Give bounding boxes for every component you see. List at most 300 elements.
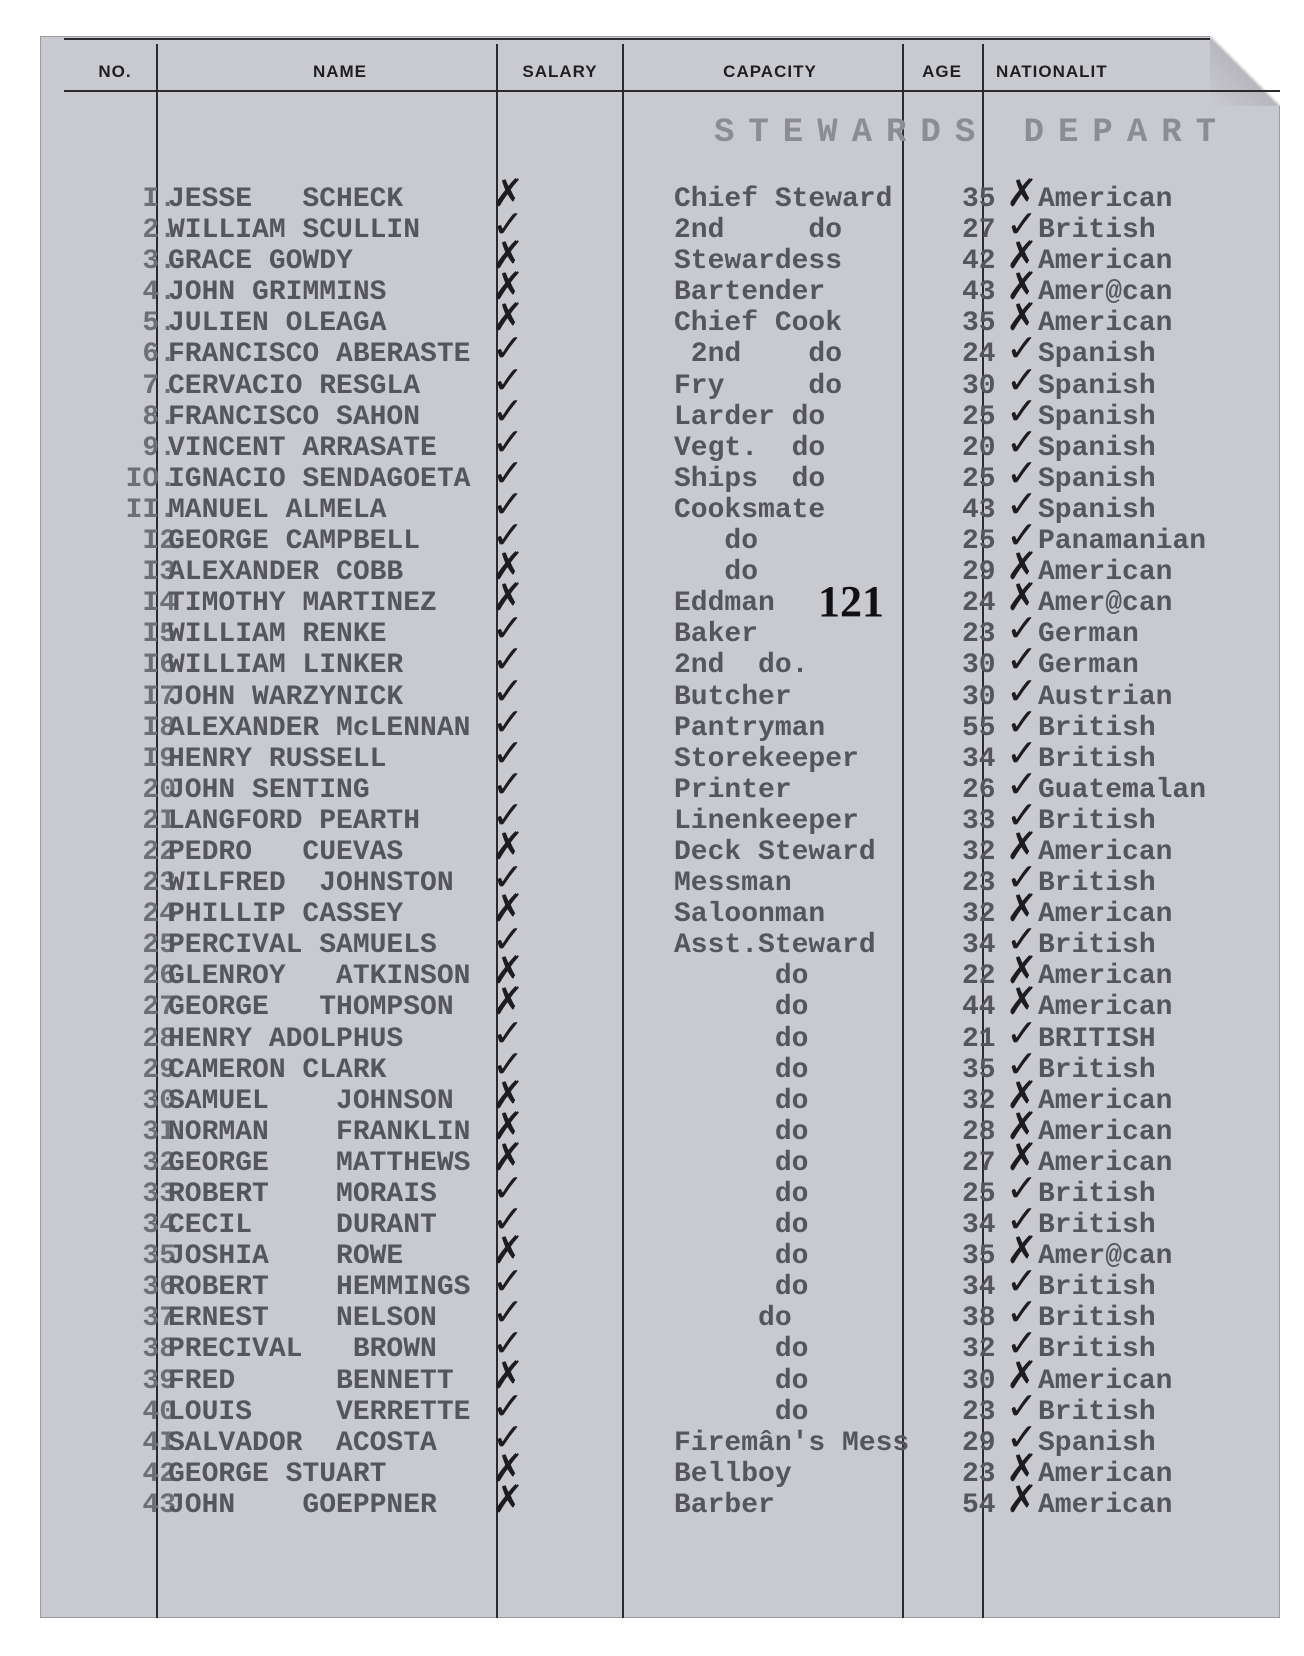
cross-mark-icon: ✗ <box>1006 171 1038 215</box>
crew-nationality: British <box>1038 930 1156 962</box>
crew-nationality: Spanish <box>1038 1427 1156 1459</box>
cross-mark-icon: ✗ <box>492 1072 524 1117</box>
header-name: NAME <box>312 62 368 81</box>
check-mark-icon: ✓ <box>492 481 524 526</box>
crew-capacity: do <box>674 1272 809 1304</box>
crew-capacity: Bartender <box>674 277 826 309</box>
check-mark-icon: ✓ <box>1006 917 1038 962</box>
table-row <box>40 668 1280 713</box>
check-mark-icon: ✓ <box>1006 606 1038 651</box>
crew-name: GLENROY ATKINSON <box>168 961 471 993</box>
crew-name: NORMAN FRANKLIN <box>168 1116 471 1148</box>
crew-capacity: Chief Steward <box>674 184 893 215</box>
crew-nationality: British <box>1038 805 1156 837</box>
cross-mark-icon: ✗ <box>492 948 524 993</box>
row-number: I. <box>142 184 176 215</box>
cross-mark-icon: ✗ <box>492 886 524 931</box>
crew-capacity: do <box>674 526 759 558</box>
row-number: 27 <box>142 992 176 1024</box>
crew-capacity: do <box>674 1334 809 1366</box>
crew-capacity: do <box>674 992 809 1024</box>
crew-name: IGNACIO SENDAGOETA <box>168 463 471 495</box>
crew-capacity: do <box>674 1241 809 1273</box>
crew-nationality: British <box>1038 1334 1156 1366</box>
crew-nationality: British <box>1038 868 1156 900</box>
table-row <box>40 1010 1280 1055</box>
crew-capacity: do <box>674 1210 809 1242</box>
crew-name: JULIEN OLEAGA <box>168 308 387 340</box>
crew-capacity: 2nd do <box>674 215 843 247</box>
check-mark-icon: ✓ <box>1006 388 1038 433</box>
row-number: 7. <box>142 370 176 402</box>
table-row <box>40 1445 1280 1490</box>
crew-capacity: do <box>674 1396 809 1428</box>
cross-mark-icon: ✗ <box>492 1445 524 1490</box>
crew-name: TIMOTHY MARTINEZ <box>168 588 437 620</box>
crew-nationality: British <box>1038 1054 1156 1086</box>
table-row <box>40 1259 1280 1304</box>
cross-mark-icon: ✗ <box>492 1228 524 1273</box>
crew-capacity: do <box>674 1179 809 1210</box>
check-mark-icon: ✓ <box>1006 513 1038 558</box>
row-number: 35 <box>142 1241 176 1273</box>
row-number: IO. <box>125 463 176 495</box>
crew-name: PEDRO CUEVAS <box>168 836 404 868</box>
crew-capacity: Ships do <box>674 463 826 495</box>
row-number: 3. <box>142 246 176 278</box>
crew-nationality: Panamanian <box>1038 526 1207 558</box>
check-mark-icon: ✓ <box>492 357 524 402</box>
crew-nationality: American <box>1038 1365 1173 1397</box>
crew-capacity: do <box>674 1023 809 1055</box>
crew-age: 27 <box>962 1147 996 1179</box>
cross-mark-icon: ✗ <box>1006 295 1038 340</box>
crew-age: 30 <box>962 650 996 682</box>
row-number: 36 <box>142 1272 176 1304</box>
row-number: 20 <box>142 774 176 806</box>
crew-nationality: Austrian <box>1038 681 1173 713</box>
table-row <box>40 1166 1280 1210</box>
check-mark-icon: ✓ <box>1006 1166 1038 1210</box>
check-mark-icon: ✓ <box>1006 1041 1038 1086</box>
cross-mark-icon: ✗ <box>492 544 524 589</box>
crew-capacity: Fry do <box>674 370 843 402</box>
table-row <box>40 855 1280 900</box>
crew-capacity: Chief Cook <box>674 308 843 340</box>
check-mark-icon: ✓ <box>492 450 524 495</box>
check-mark-icon: ✓ <box>492 326 524 371</box>
row-number: 40 <box>142 1396 176 1428</box>
crew-capacity: Butcher <box>674 681 792 713</box>
crew-age: 32 <box>962 1334 996 1366</box>
check-mark-icon: ✓ <box>1006 202 1038 247</box>
crew-name: CECIL DURANT <box>168 1210 437 1242</box>
check-mark-icon: ✓ <box>492 855 524 900</box>
crew-name: ALEXANDER COBB <box>168 557 404 589</box>
crew-age: 35 <box>962 1241 996 1273</box>
row-number: 37 <box>142 1303 176 1335</box>
row-number: 4I <box>142 1427 176 1459</box>
check-mark-icon: ✓ <box>492 1166 524 1210</box>
cross-mark-icon: ✗ <box>1006 979 1038 1024</box>
table-row <box>40 886 1280 931</box>
crew-capacity: Larder do <box>674 401 826 433</box>
crew-age: 24 <box>962 339 996 371</box>
cross-mark-icon: ✗ <box>1006 823 1038 868</box>
cross-mark-icon: ✗ <box>1006 264 1038 309</box>
check-mark-icon: ✓ <box>1006 357 1038 402</box>
crew-name: WILLIAM RENKE <box>168 619 387 651</box>
crew-age: 35 <box>962 184 996 215</box>
crew-age: 23 <box>962 1458 996 1490</box>
crew-name: WILLIAM LINKER <box>168 650 404 682</box>
check-mark-icon: ✓ <box>1006 637 1038 682</box>
crew-nationality: American <box>1038 992 1173 1024</box>
row-number: I6 <box>142 650 176 682</box>
check-mark-icon: ✓ <box>1006 1321 1038 1366</box>
cross-mark-icon: ✗ <box>492 1134 524 1179</box>
table-row <box>40 823 1280 868</box>
crew-capacity: Pantryman <box>674 712 826 744</box>
crew-age: 27 <box>962 215 996 247</box>
row-number: 2. <box>142 215 176 247</box>
table-row <box>40 513 1280 558</box>
crew-age: 55 <box>962 712 996 744</box>
row-number: 43 <box>142 1489 176 1521</box>
cross-mark-icon: ✗ <box>492 264 524 309</box>
check-mark-icon: ✓ <box>492 1010 524 1055</box>
crew-age: 43 <box>962 277 996 309</box>
crew-capacity: 2nd do. <box>674 650 809 682</box>
row-number: 22 <box>142 836 176 868</box>
crew-age: 54 <box>962 1489 996 1521</box>
crew-nationality: British <box>1038 1179 1156 1210</box>
folded-corner <box>1210 36 1280 106</box>
row-number: 25 <box>142 930 176 962</box>
cross-mark-icon: ✗ <box>492 575 524 620</box>
row-number: I8 <box>142 712 176 744</box>
check-mark-icon: ✓ <box>492 1259 524 1304</box>
crew-name: GEORGE MATTHEWS <box>168 1147 471 1179</box>
crew-capacity: Messman <box>674 868 792 900</box>
crew-capacity: Asst.Steward <box>674 930 876 962</box>
table-row <box>40 1103 1280 1148</box>
crew-age: 29 <box>962 1427 996 1459</box>
top-rule <box>64 38 1210 40</box>
row-number: I2 <box>142 526 176 558</box>
row-number: 5. <box>142 308 176 340</box>
manifest-sheet <box>40 36 1280 1618</box>
cross-mark-icon: ✗ <box>492 171 524 215</box>
table-row <box>40 233 1280 278</box>
crew-nationality: American <box>1038 961 1173 993</box>
crew-nationality: American <box>1038 557 1173 589</box>
crew-name: LOUIS VERRETTE <box>168 1396 471 1428</box>
crew-nationality: Guatemalan <box>1038 774 1207 806</box>
crew-age: 35 <box>962 1054 996 1086</box>
row-number: I4 <box>142 588 176 620</box>
row-number: 6. <box>142 339 176 371</box>
row-number: 4. <box>142 277 176 309</box>
crew-capacity: Saloonman <box>674 899 826 931</box>
crew-nationality: British <box>1038 1396 1156 1428</box>
check-mark-icon: ✓ <box>492 1383 524 1428</box>
crew-name: FRANCISCO ABERASTE <box>168 339 471 371</box>
cross-mark-icon: ✗ <box>1006 1445 1038 1490</box>
row-number: 3I <box>142 1116 176 1148</box>
crew-name: GEORGE STUART <box>168 1458 387 1490</box>
cross-mark-icon: ✗ <box>1006 1134 1038 1179</box>
crew-nationality: British <box>1038 712 1156 744</box>
check-mark-icon: ✓ <box>492 419 524 464</box>
crew-age: 30 <box>962 1365 996 1397</box>
table-row <box>40 1290 1280 1335</box>
header-rule <box>64 90 1280 92</box>
crew-name: CERVACIO RESGLA <box>168 370 421 402</box>
table-row <box>40 450 1280 495</box>
crew-nationality: Spanish <box>1038 494 1156 526</box>
table-row <box>40 481 1280 526</box>
crew-age: 25 <box>962 463 996 495</box>
cross-mark-icon: ✗ <box>492 1476 524 1521</box>
cross-mark-icon: ✗ <box>1006 1103 1038 1148</box>
crew-name: ROBERT MORAIS <box>168 1179 437 1210</box>
crew-age: 32 <box>962 1085 996 1117</box>
crew-capacity: do <box>674 1303 792 1335</box>
row-number: 34 <box>142 1210 176 1242</box>
table-row <box>40 202 1280 247</box>
table-row <box>40 544 1280 589</box>
row-number: 42 <box>142 1458 176 1490</box>
crew-nationality: BRITISH <box>1038 1023 1156 1055</box>
check-mark-icon: ✓ <box>492 513 524 558</box>
crew-nationality: American <box>1038 1147 1173 1179</box>
crew-age: 43 <box>962 494 996 526</box>
table-row <box>40 917 1280 962</box>
table-row <box>40 1321 1280 1366</box>
check-mark-icon: ✓ <box>492 637 524 682</box>
table-row <box>40 171 1280 215</box>
check-mark-icon: ✓ <box>492 1041 524 1086</box>
table-row <box>40 1228 1280 1273</box>
table-row <box>40 761 1280 806</box>
cross-mark-icon: ✗ <box>492 1103 524 1148</box>
check-mark-icon: ✓ <box>1006 481 1038 526</box>
crew-capacity: Baker <box>674 619 759 651</box>
crew-age: 35 <box>962 308 996 340</box>
crew-age: 29 <box>962 557 996 589</box>
crew-capacity: do <box>674 1054 809 1086</box>
crew-age: 26 <box>962 774 996 806</box>
crew-nationality: American <box>1038 1489 1173 1521</box>
row-number: 9. <box>142 432 176 464</box>
crew-nationality: German <box>1038 619 1139 651</box>
crew-age: 23 <box>962 619 996 651</box>
check-mark-icon: ✓ <box>492 699 524 744</box>
check-mark-icon: ✓ <box>492 606 524 651</box>
table-row <box>40 1041 1280 1086</box>
row-number: I5 <box>142 619 176 651</box>
check-mark-icon: ✓ <box>492 388 524 433</box>
row-number: I7 <box>142 681 176 713</box>
table-row <box>40 1352 1280 1397</box>
crew-name: HENRY ADOLPHUS <box>168 1023 404 1055</box>
crew-age: 24 <box>962 588 996 620</box>
page-stamp-number: 121 <box>818 577 884 626</box>
crew-name: JOHN WARZYNICK <box>168 681 404 713</box>
crew-capacity: Vegt. do <box>674 432 826 464</box>
crew-age: 25 <box>962 1179 996 1210</box>
crew-age: 20 <box>962 432 996 464</box>
cross-mark-icon: ✗ <box>492 979 524 1024</box>
crew-name: GEORGE THOMPSON <box>168 992 454 1024</box>
crew-nationality: American <box>1038 184 1173 215</box>
header-salary: SALARY <box>522 62 598 81</box>
crew-nationality: Spanish <box>1038 339 1156 371</box>
cross-mark-icon: ✗ <box>1006 1072 1038 1117</box>
crew-nationality: American <box>1038 1116 1173 1148</box>
crew-capacity: Bellboy <box>674 1458 792 1490</box>
crew-name: WILFRED JOHNSTON <box>168 868 454 900</box>
header-no: NO. <box>98 62 132 81</box>
crew-age: 32 <box>962 836 996 868</box>
crew-name: SAMUEL JOHNSON <box>168 1085 454 1117</box>
crew-name: ROBERT HEMMINGS <box>168 1272 471 1304</box>
check-mark-icon: ✓ <box>492 1414 524 1459</box>
table-row <box>40 979 1280 1024</box>
check-mark-icon: ✓ <box>492 761 524 806</box>
crew-nationality: German <box>1038 650 1139 682</box>
crew-name: GRACE GOWDY <box>168 246 353 278</box>
table-row <box>40 575 1280 620</box>
crew-list <box>40 171 1280 1521</box>
crew-age: 30 <box>962 370 996 402</box>
row-number: I3 <box>142 557 176 589</box>
crew-capacity: do <box>674 1147 809 1179</box>
header-age: AGE <box>922 62 962 81</box>
crew-nationality: American <box>1038 246 1173 278</box>
cross-mark-icon: ✗ <box>1006 575 1038 620</box>
table-row <box>40 264 1280 309</box>
crew-nationality: Amer@can <box>1038 588 1173 620</box>
crew-age: 34 <box>962 1210 996 1242</box>
crew-name: CAMERON CLARK <box>168 1054 387 1086</box>
check-mark-icon: ✓ <box>1006 1414 1038 1459</box>
crew-nationality: American <box>1038 1085 1173 1117</box>
crew-age: 23 <box>962 868 996 900</box>
table-row <box>40 419 1280 464</box>
crew-nationality: American <box>1038 308 1173 340</box>
table-row <box>40 1383 1280 1428</box>
check-mark-icon: ✓ <box>1006 668 1038 713</box>
crew-age: 23 <box>962 1396 996 1428</box>
crew-nationality: Amer@can <box>1038 1241 1173 1273</box>
cross-mark-icon: ✗ <box>1006 1228 1038 1273</box>
check-mark-icon: ✓ <box>492 917 524 962</box>
crew-name: PERCIVAL SAMUELS <box>168 930 437 962</box>
crew-age: 33 <box>962 805 996 837</box>
table-row <box>40 637 1280 682</box>
check-mark-icon: ✓ <box>1006 1259 1038 1304</box>
crew-nationality: American <box>1038 1458 1173 1490</box>
crew-capacity: Printer <box>674 774 792 806</box>
crew-capacity: Barber <box>674 1489 775 1521</box>
row-number: I9 <box>142 743 176 775</box>
cross-mark-icon: ✗ <box>492 1352 524 1397</box>
row-number: 39 <box>142 1365 176 1397</box>
crew-name: MANUEL ALMELA <box>168 494 387 526</box>
crew-nationality: British <box>1038 1210 1156 1242</box>
cross-mark-icon: ✗ <box>1006 1352 1038 1397</box>
crew-age: 22 <box>962 961 996 993</box>
check-mark-icon: ✓ <box>492 1321 524 1366</box>
crew-capacity: do <box>674 1085 809 1117</box>
cross-mark-icon: ✗ <box>1006 233 1038 278</box>
crew-age: 34 <box>962 1272 996 1304</box>
crew-capacity: Storekeeper <box>674 743 859 775</box>
check-mark-icon: ✓ <box>1006 1290 1038 1335</box>
crew-nationality: Spanish <box>1038 463 1156 495</box>
check-mark-icon: ✓ <box>492 730 524 775</box>
crew-nationality: Spanish <box>1038 370 1156 402</box>
table-row <box>40 357 1280 402</box>
crew-name: FRED BENNETT <box>168 1365 454 1397</box>
check-mark-icon: ✓ <box>1006 699 1038 744</box>
table-row <box>40 1072 1280 1117</box>
crew-age: 42 <box>962 246 996 278</box>
crew-capacity: Cooksmate <box>674 494 826 526</box>
crew-capacity: 2nd do <box>674 339 843 371</box>
crew-name: PHILLIP CASSEY <box>168 899 404 931</box>
row-number: 33 <box>142 1179 176 1210</box>
crew-age: 28 <box>962 1116 996 1148</box>
crew-name: SALVADOR ACOSTA <box>168 1427 437 1459</box>
department-heading: STEWARDS DEPART <box>714 114 1231 152</box>
check-mark-icon: ✓ <box>1006 792 1038 837</box>
table-row <box>40 792 1280 837</box>
row-number: II. <box>125 494 176 526</box>
crew-nationality: British <box>1038 215 1156 247</box>
crew-capacity: Deck Steward <box>674 836 876 868</box>
check-mark-icon: ✓ <box>1006 730 1038 775</box>
check-mark-icon: ✓ <box>492 792 524 837</box>
crew-capacity: do <box>674 1116 809 1148</box>
table-row <box>40 388 1280 433</box>
row-number: 30 <box>142 1085 176 1117</box>
crew-age: 44 <box>962 992 996 1024</box>
table-row <box>40 948 1280 993</box>
cross-mark-icon: ✗ <box>492 233 524 278</box>
check-mark-icon: ✓ <box>492 1290 524 1335</box>
row-number: 32 <box>142 1147 176 1179</box>
crew-age: 38 <box>962 1303 996 1335</box>
check-mark-icon: ✓ <box>492 1197 524 1242</box>
row-number: 38 <box>142 1334 176 1366</box>
table-row <box>40 1134 1280 1179</box>
header-nationality: NATIONALIT <box>996 62 1108 81</box>
crew-age: 21 <box>962 1023 996 1055</box>
crew-age: 34 <box>962 743 996 775</box>
crew-age: 34 <box>962 930 996 962</box>
row-number: 28 <box>142 1023 176 1055</box>
check-mark-icon: ✓ <box>492 202 524 247</box>
crew-name: GEORGE CAMPBELL <box>168 526 421 558</box>
check-mark-icon: ✓ <box>1006 326 1038 371</box>
crew-name: ALEXANDER McLENNAN <box>168 712 471 744</box>
row-number: 29 <box>142 1054 176 1086</box>
cross-mark-icon: ✗ <box>492 295 524 340</box>
crew-name: WILLIAM SCULLIN <box>168 215 421 247</box>
